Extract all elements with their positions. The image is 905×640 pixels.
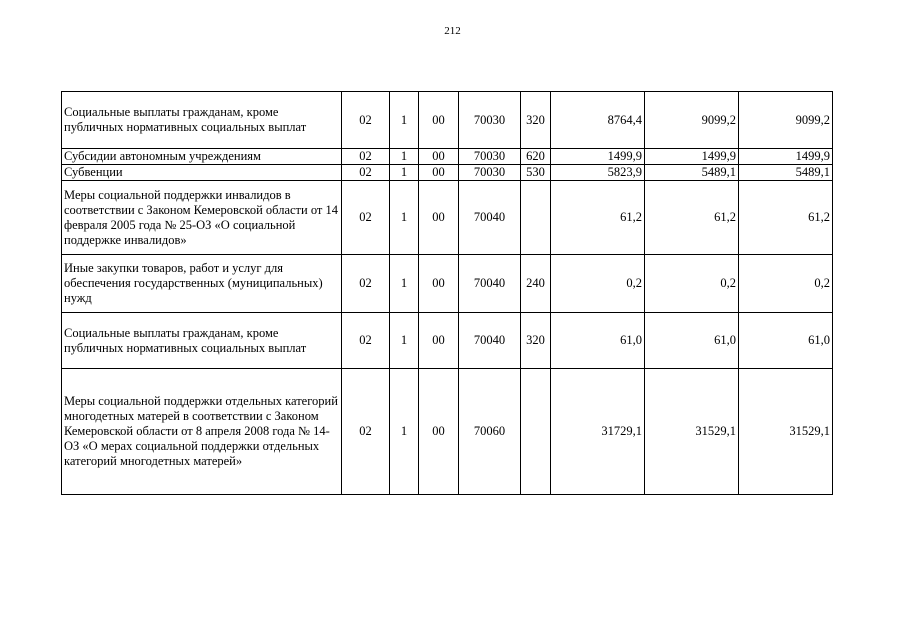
amount-2: 5489,1 bbox=[645, 165, 739, 181]
amount-3: 9099,2 bbox=[739, 92, 833, 149]
amount-3: 1499,9 bbox=[739, 149, 833, 165]
table-row bbox=[62, 92, 833, 149]
code-program: 1 bbox=[390, 369, 419, 495]
amount-3: 31529,1 bbox=[739, 369, 833, 495]
code-article: 70030 bbox=[459, 165, 521, 181]
code-article: 70030 bbox=[459, 92, 521, 149]
code-section: 02 bbox=[342, 149, 390, 165]
amount-1: 8764,4 bbox=[551, 92, 645, 149]
amount-2: 1499,9 bbox=[645, 149, 739, 165]
code-expense-type bbox=[521, 369, 551, 495]
amount-2: 0,2 bbox=[645, 255, 739, 313]
code-section: 02 bbox=[342, 181, 390, 255]
code-program: 1 bbox=[390, 165, 419, 181]
amount-1: 61,2 bbox=[551, 181, 645, 255]
code-subprogram: 00 bbox=[419, 369, 459, 495]
amount-1: 31729,1 bbox=[551, 369, 645, 495]
code-article: 70040 bbox=[459, 181, 521, 255]
amount-2: 31529,1 bbox=[645, 369, 739, 495]
code-article: 70040 bbox=[459, 313, 521, 369]
table-row bbox=[62, 149, 833, 165]
code-expense-type: 620 bbox=[521, 149, 551, 165]
code-subprogram: 00 bbox=[419, 92, 459, 149]
row-name: Субсидии автономным учреждениям bbox=[62, 149, 342, 165]
amount-3: 0,2 bbox=[739, 255, 833, 313]
row-name: Социальные выплаты гражданам, кроме публичных нормативных социальных выплат bbox=[62, 92, 342, 149]
table-row bbox=[62, 313, 833, 369]
code-program: 1 bbox=[390, 313, 419, 369]
code-subprogram: 00 bbox=[419, 313, 459, 369]
table-row bbox=[62, 181, 833, 255]
code-program: 1 bbox=[390, 92, 419, 149]
amount-1: 5823,9 bbox=[551, 165, 645, 181]
code-expense-type: 320 bbox=[521, 313, 551, 369]
code-expense-type: 320 bbox=[521, 92, 551, 149]
row-name: Меры социальной поддержки инвалидов в соответствии с Законом Кемеровской области от 14 февраля 2005 года № 25-ОЗ «О социальной поддержке инвалидов» bbox=[62, 181, 342, 255]
table-row bbox=[62, 165, 833, 181]
amount-1: 61,0 bbox=[551, 313, 645, 369]
code-section: 02 bbox=[342, 369, 390, 495]
row-name: Иные закупки товаров, работ и услуг для обеспечения государственных (муниципальных) нужд bbox=[62, 255, 342, 313]
amount-2: 61,2 bbox=[645, 181, 739, 255]
budget-table bbox=[61, 91, 833, 495]
code-expense-type: 530 bbox=[521, 165, 551, 181]
row-name: Социальные выплаты гражданам, кроме публичных нормативных социальных выплат bbox=[62, 313, 342, 369]
amount-3: 5489,1 bbox=[739, 165, 833, 181]
row-name: Меры социальной поддержки отдельных категорий многодетных матерей в соответствии с Законом Кемеровской области от 8 апреля 2008 года № 14-ОЗ «О мерах социальной поддержки отдельных категорий многодетных матерей» bbox=[62, 369, 342, 495]
code-subprogram: 00 bbox=[419, 149, 459, 165]
code-program: 1 bbox=[390, 181, 419, 255]
page-number: 212 bbox=[444, 25, 461, 37]
amount-3: 61,2 bbox=[739, 181, 833, 255]
code-article: 70030 bbox=[459, 149, 521, 165]
amount-1: 1499,9 bbox=[551, 149, 645, 165]
code-article: 70060 bbox=[459, 369, 521, 495]
code-subprogram: 00 bbox=[419, 255, 459, 313]
code-program: 1 bbox=[390, 255, 419, 313]
amount-2: 9099,2 bbox=[645, 92, 739, 149]
code-subprogram: 00 bbox=[419, 165, 459, 181]
table-row bbox=[62, 369, 833, 495]
amount-3: 61,0 bbox=[739, 313, 833, 369]
code-expense-type: 240 bbox=[521, 255, 551, 313]
amount-1: 0,2 bbox=[551, 255, 645, 313]
code-section: 02 bbox=[342, 255, 390, 313]
amount-2: 61,0 bbox=[645, 313, 739, 369]
row-name: Субвенции bbox=[62, 165, 342, 181]
code-article: 70040 bbox=[459, 255, 521, 313]
table-row bbox=[62, 255, 833, 313]
code-program: 1 bbox=[390, 149, 419, 165]
code-section: 02 bbox=[342, 165, 390, 181]
code-section: 02 bbox=[342, 92, 390, 149]
code-section: 02 bbox=[342, 313, 390, 369]
code-expense-type bbox=[521, 181, 551, 255]
code-subprogram: 00 bbox=[419, 181, 459, 255]
